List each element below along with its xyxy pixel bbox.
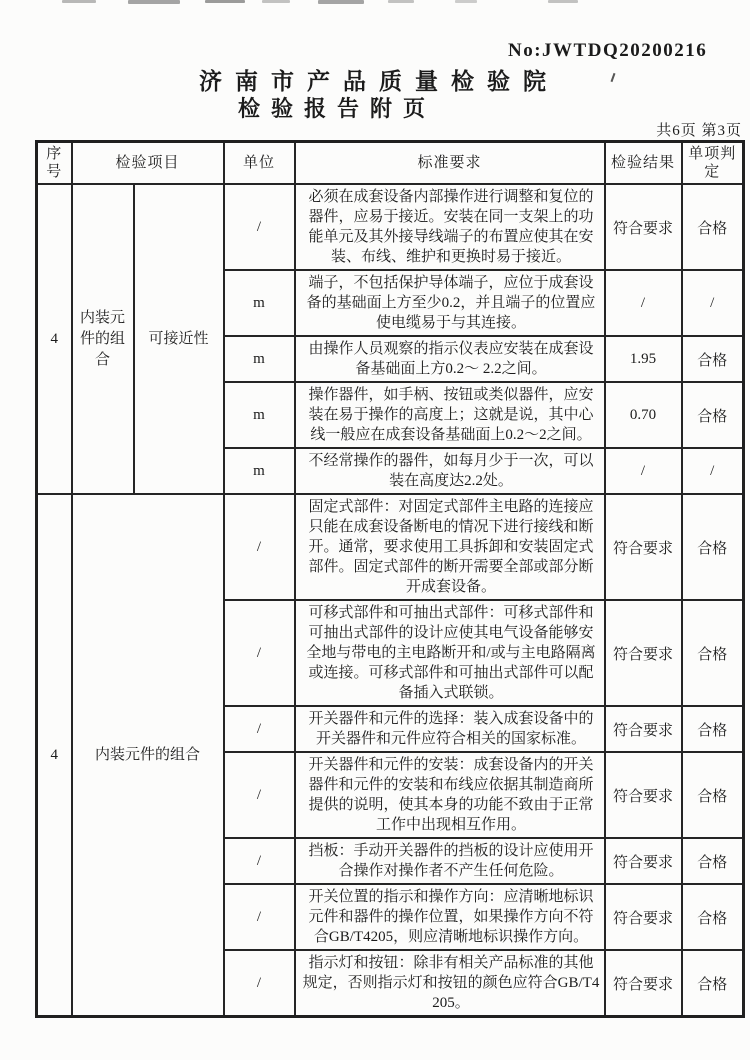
col-header-unit: 单位 (224, 142, 295, 185)
item-cell: 内装元件的组合 (72, 184, 134, 494)
unit-cell: / (224, 184, 295, 270)
scan-artifact (62, 0, 96, 3)
requirement-cell: 开关器件和元件的安装：成套设备内的开关器件和元件的安装和布线应依据其制造商所提供的说明，使其本身的功能不致由于正常工作中出现相互作用。 (295, 752, 605, 838)
report-subtitle: 检验报告附页 (237, 96, 436, 121)
requirement-cell: 操作器件，如手柄、按钮或类似器件，应安装在易于操作的高度上；这就是说，其中心线一般应在成套设备基础面上0.2～2之间。 (295, 382, 605, 448)
unit-cell: / (224, 752, 295, 838)
requirement-cell: 必须在成套设备内部操作进行调整和复位的器件，应易于接近。安装在同一支架上的功能单元及其外接导线端子的布置应使其在安装、布线、维护和更换时易于接近。 (295, 184, 605, 270)
inspection-table (35, 140, 745, 1018)
unit-cell: / (224, 600, 295, 706)
result-cell: 1.95 (605, 336, 682, 382)
result-cell: 符合要求 (605, 884, 682, 950)
title-block (0, 68, 750, 122)
judgment-cell: 合格 (682, 950, 744, 1017)
judgment-cell: / (682, 448, 744, 494)
requirement-cell: 可移式部件和可抽出式部件：可移式部件和可抽出式部件的设计应使其电气设备能够安全地与带电的主电路断开和/或与主电路隔离或连接。可移式部件和可抽出式部件可以配备插入式联锁。 (295, 600, 605, 706)
result-cell: 符合要求 (605, 184, 682, 270)
unit-cell: / (224, 884, 295, 950)
requirement-cell: 端子，不包括保护导体端子，应位于成套设备的基础面上方至少0.2，并且端子的位置应使电缆易于与其连接。 (295, 270, 605, 336)
unit-cell: m (224, 382, 295, 448)
result-cell: 符合要求 (605, 706, 682, 752)
judgment-cell: 合格 (682, 494, 744, 600)
unit-cell: / (224, 706, 295, 752)
unit-cell: / (224, 494, 295, 600)
result-cell: / (605, 448, 682, 494)
judgment-cell: 合格 (682, 382, 744, 448)
judgment-cell: 合格 (682, 600, 744, 706)
col-header-judgment: 单项判定 (682, 142, 744, 185)
judgment-cell: 合格 (682, 884, 744, 950)
item-sub-cell: 可接近性 (134, 184, 224, 494)
scan-artifact (318, 0, 364, 4)
scan-artifact (548, 0, 578, 3)
unit-cell: m (224, 448, 295, 494)
unit-cell: / (224, 950, 295, 1017)
judgment-cell: 合格 (682, 336, 744, 382)
section-seq: 4 (37, 494, 72, 1017)
col-header-seq: 序号 (37, 142, 72, 185)
section-seq: 4 (37, 184, 72, 494)
unit-cell: m (224, 336, 295, 382)
unit-cell: / (224, 838, 295, 884)
table-row (37, 494, 744, 600)
page-count: 共6页 第3页 (656, 123, 742, 139)
requirement-cell: 开关器件和元件的选择：装入成套设备中的开关器件和元件应符合相关的国家标准。 (295, 706, 605, 752)
requirement-cell: 由操作人员观察的指示仪表应安装在成套设备基础面上方0.2～ 2.2之间。 (295, 336, 605, 382)
scan-artifact (128, 0, 180, 4)
judgment-cell: / (682, 270, 744, 336)
col-header-item: 检验项目 (72, 142, 224, 185)
judgment-cell: 合格 (682, 184, 744, 270)
scan-artifact (388, 0, 414, 3)
table-row (37, 184, 744, 270)
judgment-cell: 合格 (682, 838, 744, 884)
report-number: No:JWTDQ20200216 (508, 40, 708, 61)
result-cell: 符合要求 (605, 494, 682, 600)
requirement-cell: 固定式部件：对固定式部件主电路的连接应只能在成套设备断电的情况下进行接线和断开。通常，要求使用工具拆卸和安装固定式部件。固定式部件的断开需要全部或部分断开成套设备。 (295, 494, 605, 600)
requirement-cell: 开关位置的指示和操作方向：应清晰地标识元件和器件的操作位置，如果操作方向不符合GB/T4205，则应清晰地标识操作方向。 (295, 884, 605, 950)
col-header-requirement: 标准要求 (295, 142, 605, 185)
requirement-cell: 不经常操作的器件，如每月少于一次，可以装在高度达2.2处。 (295, 448, 605, 494)
institute-title: 济南市产品质量检验院 (199, 69, 559, 94)
result-cell: / (605, 270, 682, 336)
judgment-cell: 合格 (682, 752, 744, 838)
item-cell: 内装元件的组合 (72, 494, 224, 1017)
scan-artifact (262, 0, 290, 3)
scan-artifact (455, 0, 477, 3)
requirement-cell: 指示灯和按钮：除非有相关产品标准的其他规定，否则指示灯和按钮的颜色应符合GB/T4205。 (295, 950, 605, 1017)
requirement-cell: 挡板：手动开关器件的挡板的设计应使用开合操作对操作者不产生任何危险。 (295, 838, 605, 884)
table-header-row (37, 142, 744, 185)
unit-cell: m (224, 270, 295, 336)
result-cell: 0.70 (605, 382, 682, 448)
scan-artifact (205, 0, 245, 3)
result-cell: 符合要求 (605, 950, 682, 1017)
result-cell: 符合要求 (605, 838, 682, 884)
result-cell: 符合要求 (605, 600, 682, 706)
col-header-result: 检验结果 (605, 142, 682, 185)
judgment-cell: 合格 (682, 706, 744, 752)
result-cell: 符合要求 (605, 752, 682, 838)
